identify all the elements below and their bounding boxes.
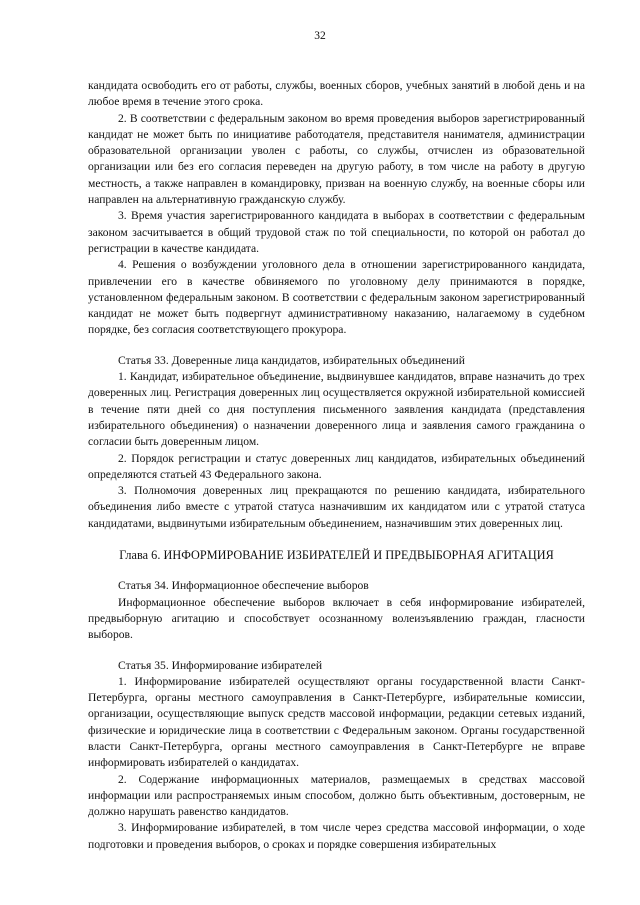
article-35-paragraph-2: 2. Содержание информационных материалов, размещаемых в средствах массовой информации или распространяемых иным способом, должно быть объективным, достоверным, не должно нарушать равенство кандидатов.	[88, 772, 585, 819]
paragraph-item-3: 3. Время участия зарегистрированного кандидата в выборах в соответствии с федеральным законом засчитывается в общий трудовой стаж по той специальности, по которой он работал до регистрации в качестве кандидата.	[88, 209, 585, 255]
paragraph-item-2: 2. В соответствии с федеральным законом во время проведения выборов зарегистрированный кандидат не может быть по инициативе работодателя, представителя нанимателя, администрации образовательной организации уволен с работы, со службы, отчислен из образовательной организации или без его согласия переведен на другую работу, в том числе на работу в другую местность, а также направлен в командировку, призван на военную службу, на военные сборы или направлен на альтернативную гражданскую службу.	[88, 111, 585, 207]
document-body	[88, 78, 585, 853]
article-33-paragraph-2: 2. Порядок регистрации и статус доверенных лиц кандидатов, избирательных объединений определяются статьей 43 Федерального закона.	[88, 451, 585, 481]
article-33-paragraph-3: 3. Полномочия доверенных лиц прекращаются по решению кандидата, избирательного объединения либо вместе с утратой статуса назначившим их кандидатом или с утратой статуса кандидатами, выдвинутыми избирательным объединением, назначившим этих доверенных лиц.	[88, 484, 585, 530]
article-34-heading: Статья 34. Информационное обеспечение выборов	[118, 579, 369, 593]
article-35-heading: Статья 35. Информирование избирателей	[118, 658, 323, 672]
paragraph-item-4: 4. Решения о возбуждении уголовного дела в отношении зарегистрированного кандидата, привлечении его в качестве обвиняемого по уголовному делу принимаются в порядке, установленном федеральным законом. В соответствии с федеральным законом зарегистрированный кандидат не может быть подвергнут административному наказанию, налагаемому в судебном порядке, без согласия соответствующего прокурора.	[88, 258, 585, 337]
article-33-paragraph-1: 1. Кандидат, избирательное объединение, выдвинувшее кандидатов, вправе назначить до трех доверенных лиц. Регистрация доверенных лиц осуществляется окружной избирательной комиссией в течение пяти дней со дня поступления письменного заявления кандидата (представления избирательного объединения) о назначении доверенного лица и заявления самого гражданина о согласии быть доверенным лицом.	[88, 370, 585, 449]
paragraph-continuation: кандидата освободить его от работы, службы, военных сборов, учебных занятий в любой день и на любое время в течение этого срока.	[88, 79, 585, 109]
chapter-6-heading: Глава 6. ИНФОРМИРОВАНИЕ ИЗБИРАТЕЛЕЙ И ПРЕДВЫБОРНАЯ АГИТАЦИЯ	[119, 548, 554, 563]
article-35-paragraph-3: 3. Информирование избирателей, в том числе через средства массовой информации, о ходе подготовки и проведения выборов, о сроках и порядке совершения избирательных	[88, 821, 585, 851]
article-33-heading: Статья 33. Доверенные лица кандидатов, избирательных объединений	[118, 353, 465, 367]
page-number: 32	[314, 30, 326, 42]
article-34-paragraph-1: Информационное обеспечение выборов включает в себя информирование избирателей, предвыборную агитацию и способствует осознанному волеизъявлению граждан, гласности выборов.	[88, 595, 585, 642]
article-35-paragraph-1: 1. Информирование избирателей осуществляют органы государственной власти Санкт-Петербурга, органы местного самоуправления в Санкт-Петербурге, избирательные комиссии, организации, осуществляющие выпуск средств массовой информации, редакции сетевых изданий, физические и юридические лица в соответствии с Федеральным законом. Органы государственной власти Санкт-Петербурга, органы местного самоуправления в Санкт-Петербурге не вправе информировать избирателей о кандидатах.	[88, 674, 585, 770]
